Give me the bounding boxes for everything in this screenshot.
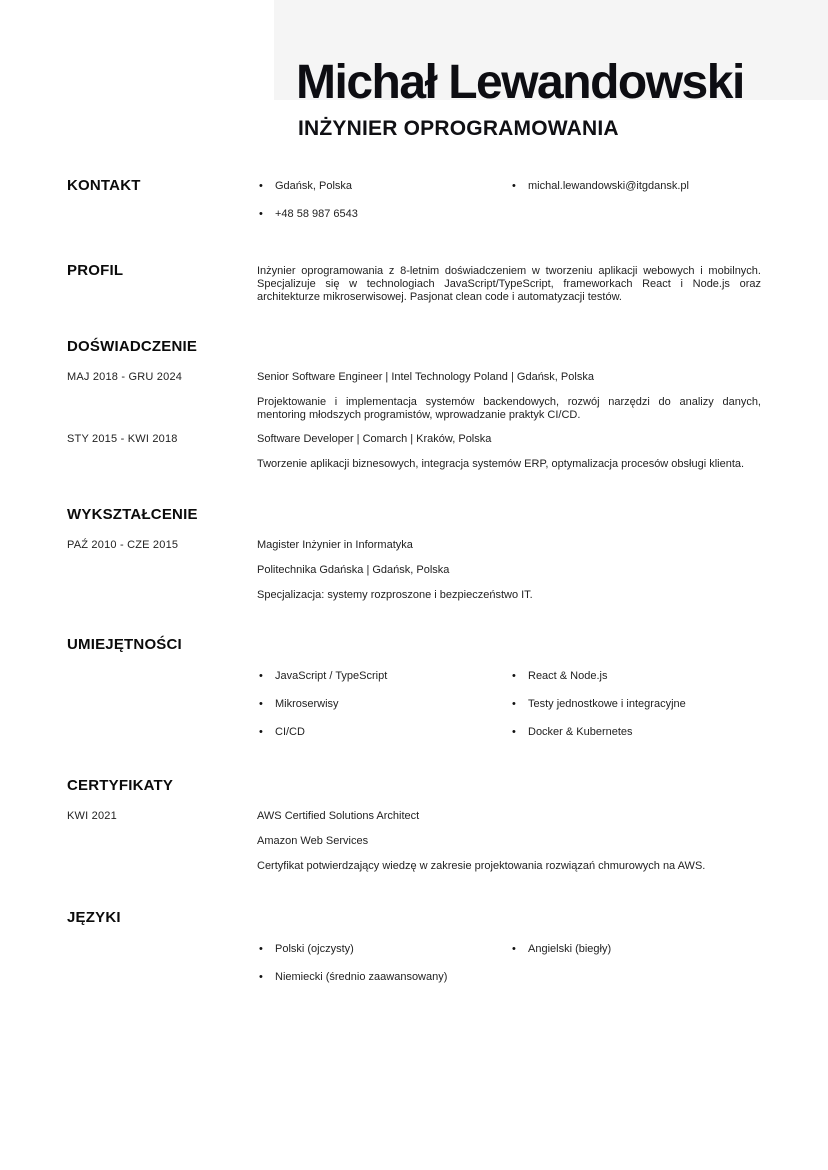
language-item: • Niemiecki (średnio zaawansowany) [257,971,510,984]
section-jezyki [67,909,761,999]
experience-entry [257,371,761,422]
section-heading-profil: PROFIL [67,262,124,279]
language-item: • Polski (ojczysty) [257,943,510,956]
experience-title: Software Developer | Comarch | Kraków, Polska [257,433,492,445]
certificate-description: Certyfikat potwierdzający wiedzę w zakresie projektowania rozwiązań chmurowych na AWS. [257,860,706,872]
education-entry [257,539,761,602]
skills-columns [257,670,761,754]
section-heading-umiejetnosci: UMIEJĘTNOŚCI [67,636,182,653]
certificate-title: AWS Certified Solutions Architect [257,810,420,822]
education-details: Specjalizacja: systemy rozproszone i bezpieczeństwo IT. [257,589,533,601]
contact-location: • Gdańsk, Polska [257,180,510,193]
education-degree: Magister Inżynier in Informatyka [257,539,413,551]
section-profil [67,262,761,304]
section-kontakt [67,177,761,236]
kontakt-list-col2 [510,180,761,236]
education-date: PAŹ 2010 - CZE 2015 [67,539,179,551]
experience-description: Tworzenie aplikacji biznesowych, integracja systemów ERP, optymalizacja procesów obsługi klienta. [257,458,745,470]
section-wyksztalcenie [67,506,761,602]
languages-list-col2 [510,943,761,999]
skill-item: • Testy jednostkowe i integracyjne [510,698,761,711]
section-umiejetnosci [67,636,761,754]
language-item: • Angielski (biegły) [510,943,761,956]
section-heading-certyfikaty: CERTYFIKATY [67,777,174,794]
contact-email: • michal.lewandowski@itgdansk.pl [510,180,761,193]
certificate-entry [257,810,761,873]
skill-item: • Mikroserwisy [257,698,510,711]
section-heading-kontakt: KONTAKT [67,177,141,194]
section-doswiadczenie [67,338,761,471]
education-school: Politechnika Gdańska | Gdańsk, Polska [257,564,450,576]
profile-summary: Inżynier oprogramowania z 8-letnim doświadczeniem w tworzeniu aplikacji webowych i mobilnych. Specjalizuje się w technologiach JavaScript/TypeScript, frameworkach React i Node.js oraz architekturze mikroserwisowej. Pasjonat clean code i automatyzacji testów. [257,265,761,303]
languages-list-col1 [257,943,510,999]
skill-item: • JavaScript / TypeScript [257,670,510,683]
certificate-issuer: Amazon Web Services [257,835,369,847]
skill-item: • CI/CD [257,726,510,739]
section-heading-wyksztalcenie: WYKSZTAŁCENIE [67,506,198,523]
languages-columns [257,943,761,999]
experience-date: MAJ 2018 - GRU 2024 [67,371,183,383]
section-certyfikaty [67,777,761,873]
section-heading-doswiadczenie: DOŚWIADCZENIE [67,338,198,355]
certificate-date: KWI 2021 [67,810,117,822]
section-heading-jezyki: JĘZYKI [67,909,121,926]
skills-list-col1 [257,670,510,754]
job-title: INŻYNIER OPROGRAMOWANIA [298,117,619,140]
experience-entry [257,433,761,471]
resume-body [67,177,761,999]
contact-phone: • +48 58 987 6543 [257,208,510,221]
resume-header [296,58,796,141]
experience-description: Projektowanie i implementacja systemów backendowych, rozwój narzędzi do analizy danych, mentoring młodszych programistów, wprowadzanie praktyk CI/CD. [257,396,761,421]
experience-date: STY 2015 - KWI 2018 [67,433,178,445]
kontakt-columns [257,177,761,236]
skill-item: • React & Node.js [510,670,761,683]
experience-title: Senior Software Engineer | Intel Technology Poland | Gdańsk, Polska [257,371,594,383]
skill-item: • Docker & Kubernetes [510,726,761,739]
person-name: Michał Lewandowski [296,56,744,109]
skills-list-col2 [510,670,761,754]
kontakt-list-col1 [257,180,510,236]
